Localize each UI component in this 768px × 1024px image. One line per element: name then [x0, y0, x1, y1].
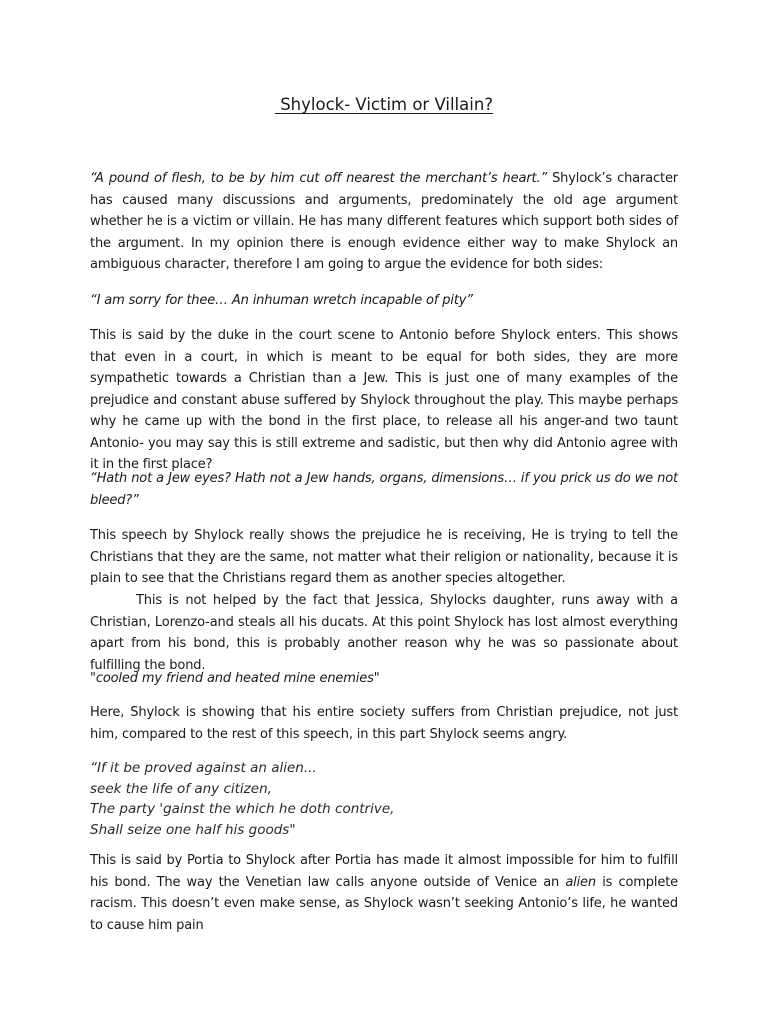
portia-verse — [90, 758, 678, 840]
portia-paragraph: This is said by Portia to Shylock after Portia has made it almost impossible for him to fulfill his bond. The way the Venetian law calls anyone outside of Venice an alien is complete racism. This doesn’t even make sense, as Shylock wasn’t seeking Antonio’s life, he wanted to cause him pain — [90, 853, 678, 933]
verse-line: Shall seize one half his goods" — [90, 821, 296, 838]
opening-quote: “A pound of flesh, to be by him cut off nearest the merchant’s heart.” — [90, 171, 548, 186]
duke-quote: “I am sorry for thee… An inhuman wretch incapable of pity” — [90, 293, 473, 308]
intro-paragraph: “A pound of flesh, to be by him cut off nearest the merchant’s heart.” Shylock’s character has caused many discussions and arguments, predominately the old age argument whether he is a victim or villain. He has many different features which support both sides of the argument. In my opinion there is enough evidence either way to make Shylock an ambiguous character, therefore I am going to argue the evidence for both sides: — [90, 171, 678, 272]
prejudice-paragraph: This speech by Shylock really shows the prejudice he is receiving, He is trying to tell the Christians that they are the same, not matter what their religion or nationality, because it is plain to see that the Christians regard them as another species altogether. — [90, 528, 678, 586]
page-title: Shylock- Victim or Villain? — [280, 95, 494, 114]
enemies-quote: "cooled my friend and heated mine enemies" — [90, 671, 380, 686]
jew-eyes-quote: “Hath not a Jew eyes? Hath not a Jew hands, organs, dimensions… if you prick us do we not bleed?” — [90, 471, 678, 508]
verse-line: seek the life of any citizen, — [90, 780, 272, 797]
alien-emphasis: alien — [565, 874, 596, 890]
verse-line: “If it be proved against an alien... — [90, 760, 317, 776]
verse-line: The party 'gainst the which he doth contrive, — [90, 801, 395, 817]
society-paragraph: Here, Shylock is showing that his entire society suffers from Christian prejudice, not just him, compared to the rest of this speech, in this part Shylock seems angry. — [90, 705, 678, 742]
jessica-paragraph: This is not helped by the fact that Jessica, Shylocks daughter, runs away with a Christian, Lorenzo-and steals all his ducats. At this point Shylock has lost almost everything apart from his bond, this is probably another reason why he was so passionate about fulfilling the bond. — [90, 593, 678, 673]
court-scene-paragraph: This is said by the duke in the court scene to Antonio before Shylock enters. This shows that even in a court, in which is meant to be equal for both sides, they are more sympathetic towards a Christian than a Jew. This is just one of many examples of the prejudice and constant abuse suffered by Shylock throughout the play. This maybe perhaps why he came up with the bond in the first place, to release all his anger-and two taunt Antonio- you may say this is still extreme and sadistic, but then why did Antonio agree with it in the first place? — [90, 328, 678, 472]
